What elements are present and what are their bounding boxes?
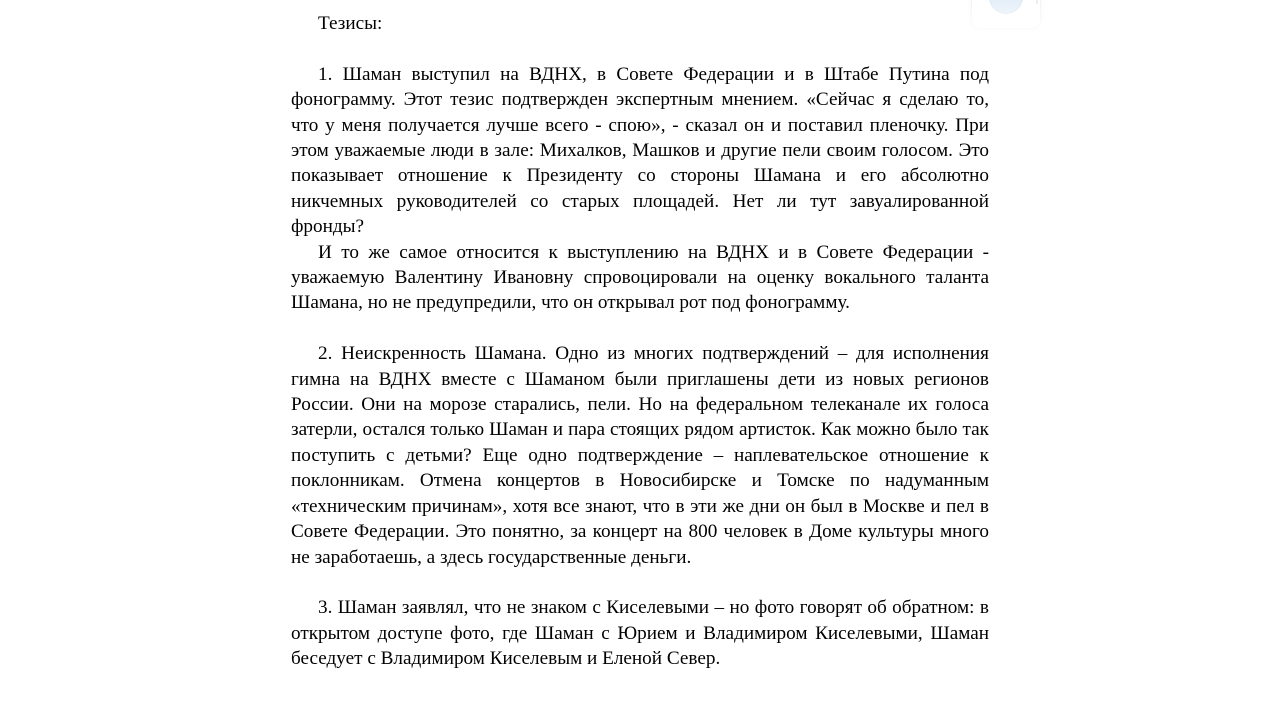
thesis-block-2 xyxy=(291,341,989,570)
widget-edge-marker xyxy=(1036,0,1038,4)
document-heading: Тезисы: xyxy=(318,13,383,34)
thesis-2-paragraph-1: 2. Неискренность Шамана. Одно из многих подтверждений – для исполнения гимна на ВДНХ вместе с Шаманом были приглашены дети из новых регионов России. Они на морозе старались, пели. Но на федеральном телеканале их голоса затерли, остался только Шаман и пара стоящих рядом артисток. Как можно было так поступить с детьми? Еще одно подтверждение – наплевательское отношение к поклонникам. Отмена концертов в Новосибирске и Томске по надуманным «техническим причинам», хотя все знают, что в эти же дни он был в Москве и пел в Совете Федерации. Это понятно, за концерт на 800 человек в Доме культуры много не заработаешь, а здесь государственные деньги. xyxy=(291,343,989,568)
paragraph-spacer xyxy=(291,316,989,341)
floating-widget[interactable] xyxy=(972,0,1040,28)
thesis-block-3 xyxy=(291,595,989,671)
document-text-body xyxy=(291,0,989,672)
thesis-1-paragraph-2: И то же самое относится к выступлению на ВДНХ и в Совете Федерации - уважаемую Валентину Ивановну спровоцировали на оценку вокального таланта Шамана, но не предупредили, что он открывал рот под фонограмму. xyxy=(291,241,989,314)
thesis-1-paragraph-1: 1. Шаман выступил на ВДНХ, в Совете Федерации и в Штабе Путина под фонограмму. Этот тезис подтвержден экспертным мнением. «Сейчас я сделаю то, что у меня получается лучше всего - спою», - сказал он и поставил пленочку. При этом уважаемые люди в зале: Михалков, Машков и другие пели своим голосом. Это показывает отношение к Президенту со стороны Шамана и его абсолютно никчемных руководителей со старых площадей. Нет ли тут завуалированной фронды? xyxy=(291,63,989,238)
circle-avatar-icon[interactable] xyxy=(989,0,1023,14)
thesis-3-paragraph-1: 3. Шаман заявлял, что не знаком с Киселевыми – но фото говорят об обратном: в открытом доступе фото, где Шаман с Юрием и Владимиром Киселевыми, Шаман беседует с Владимиром Киселевым и Еленой Север. xyxy=(291,597,989,670)
thesis-block-1 xyxy=(291,62,989,316)
paragraph-spacer xyxy=(291,36,989,61)
paragraph-spacer xyxy=(291,570,989,595)
